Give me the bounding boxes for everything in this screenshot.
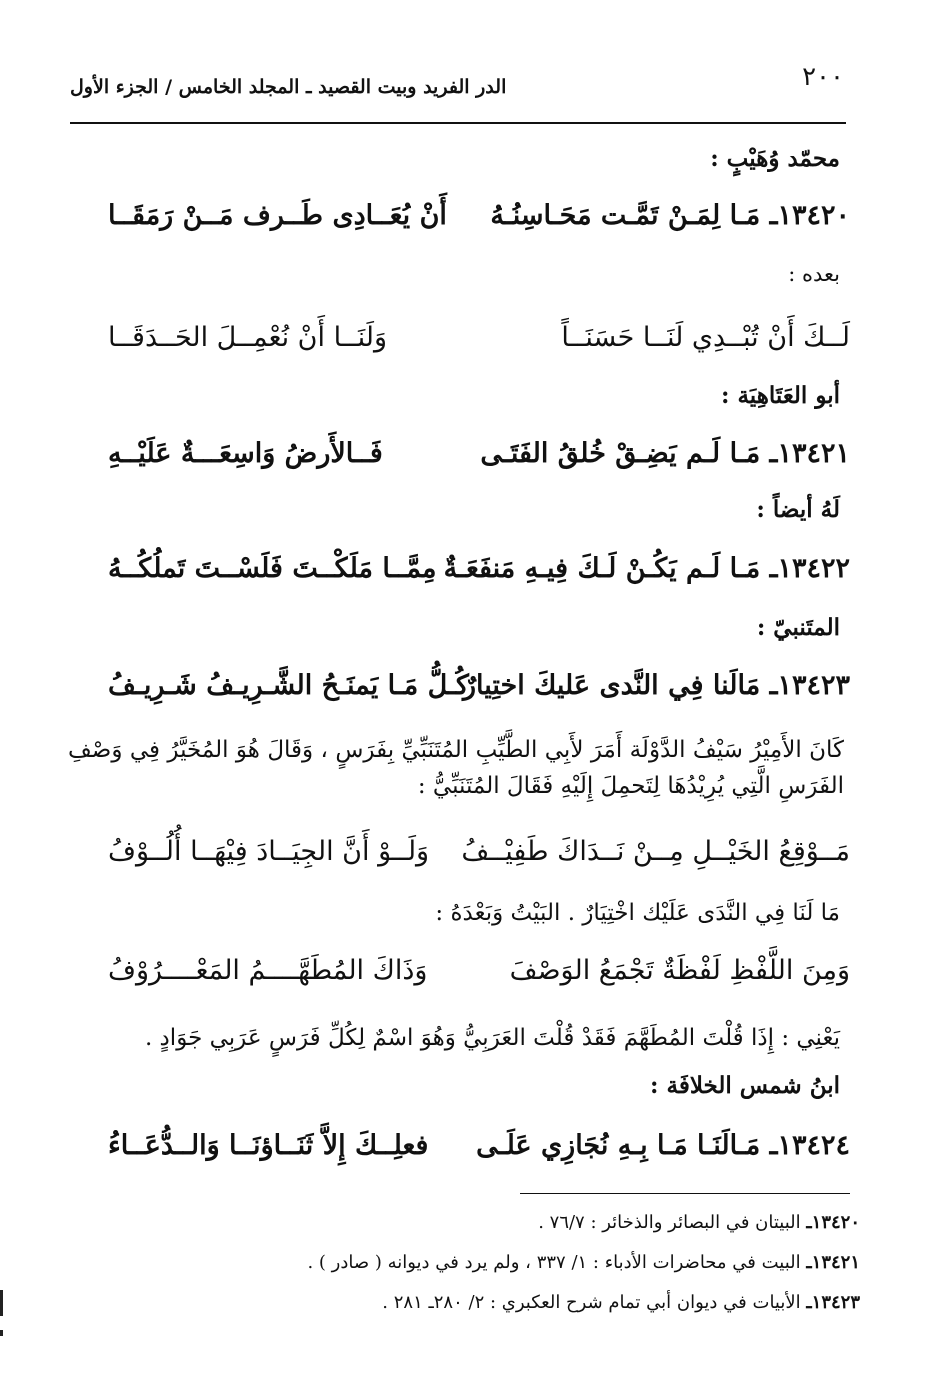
footnote-number: ١٣٤٢١ـ xyxy=(806,1252,860,1273)
footnote-2 xyxy=(307,1252,860,1273)
footnote-text: البيتان في البصائر والذخائر : ٧٦/٧ . xyxy=(538,1212,801,1233)
scan-edge-mark xyxy=(0,1290,3,1316)
header-rule xyxy=(70,122,846,124)
prose-paragraph-1 xyxy=(68,732,844,804)
poet-name-3: لَهُ أيضاً : xyxy=(756,496,840,523)
poet-name-4: المتَنبيّ : xyxy=(756,614,840,641)
verse-second-half: كُـلُّ مَـا يَمنَـحُ الشَّـرِيـفُ شَـرِيـفُ xyxy=(108,670,469,701)
prose-line-3: يَعْنِي : إِذَا قُلْتَ المُطَهَّمَ فَقَدْ قُلْتَ العَرَبِيُّ وَهُوَ اسْمٌ لِكُلِّ فَرَسٍ عَرَبِي جَوَادٍ . xyxy=(144,1025,840,1051)
page-number: ٢٠٠ xyxy=(802,62,844,92)
verse-first-half: ١٣٤٢٢ـ مَـا لَـم يَكُـنْ لَـكَ فِيـهِ مَنفَعَـةٌ xyxy=(443,553,850,584)
verse-first-half: ١٣٤٢٣ـ مَالَنا فِي النَّدى عَليكَ اختِيارٌ xyxy=(462,670,850,701)
verse-13420 xyxy=(108,200,850,240)
verse-first-half: لَــكَ أَنْ تُبْــدِي لَنَــا حَسَنَــاً xyxy=(561,322,850,353)
verse-second-half: وَلَنَــا أَنْ نُعْمِــلَ الحَــدَقَــا xyxy=(108,322,388,353)
verse-second-half: أَنْ يُعَــادِى طَــرف مَــنْ رَمَقَــا xyxy=(108,200,447,231)
quoted-verse-2 xyxy=(108,955,850,995)
verse-second-half: وَذَاكَ المُطَهَّــــمُ المَعْــــرُوْفُ xyxy=(108,955,428,986)
verse-second-half: وَلَــوْ أَنَّ الجِيَــادَ فِيْهَــا أُلُــوْفُ xyxy=(108,836,430,867)
verse-second-half: فَــالأَرضُ وَاسِعَـــةٌ عَلَيْــهِ xyxy=(108,438,383,469)
footnote-1 xyxy=(538,1212,860,1233)
footnote-number: ١٣٤٢٣ـ xyxy=(806,1292,860,1313)
footnote-number: ١٣٤٢٠ـ xyxy=(806,1212,860,1233)
footnote-text: الأبيات في ديوان أبي تمام شرح العكبري : ٢/ ٢٨٠ـ ٢٨١ . xyxy=(382,1292,801,1313)
poet-name-1: محمّد وُهَيْبٍ : xyxy=(710,145,840,172)
quoted-verse-1 xyxy=(108,836,850,876)
poet-name-2: أبو العَتَاهِيَة : xyxy=(720,382,840,409)
verse-13421 xyxy=(108,438,850,478)
verse-first-half: مَــوْقِعُ الخَيْــلِ مِــنْ نَــدَاكَ طَفِيْــفُ xyxy=(461,836,850,867)
verse-second-half: مِمَّــا مَلَكْــتَ فَلَسْــتَ تَملُكُــهُ xyxy=(108,553,437,584)
footnote-3 xyxy=(382,1292,860,1313)
verse-first-half: ١٣٤٢١ـ مَـا لَـم يَضِـقْ خُلقُ الفَتَـى xyxy=(480,438,850,469)
verse-13422 xyxy=(108,553,850,593)
after-label: بعده : xyxy=(788,262,840,286)
verse-13420-b xyxy=(108,322,850,362)
verse-13424 xyxy=(108,1130,850,1170)
verse-second-half: فعلِــكَ إِلاَّ ثَنَــاؤنَــا وَالــدُّعَــاءُ xyxy=(108,1130,429,1161)
verse-first-half: ١٣٤٢٤ـ مَـالَنَـا مَـا بِـهِ نُجَازِي عَلَـى xyxy=(476,1130,850,1161)
scan-edge-mark xyxy=(0,1330,3,1336)
verse-first-half: ١٣٤٢٠ـ مَـا لِمَـنْ تَمَّـت مَحَـاسِنُـهُ xyxy=(490,200,850,231)
footnote-text: البيت في محاضرات الأدباء : ١/ ٣٣٧ ، ولم يرد في ديوانه ( صادر ) . xyxy=(307,1252,801,1273)
verse-first-half: وَمِنَ اللَّفْظِ لَفْظَةٌ تَجْمَعُ الوَصْفَ xyxy=(509,955,850,986)
prose-text: كَانَ الأَمِيْرُ سَيْفُ الدَّوْلَة أَمَرَ لأَبِي الطَّيِّبِ المُتَنَبِّيِّ بِفَرَسٍ ، وَقَالَ هُوَ المُخَيَّرُ فِي وَصْفِ الفَرَسِ الَّتِي يُرِيْدُهَا لِتَحمِلَ إِلَيْهِ فَقَالَ المُتَنَبِّيُّ : xyxy=(68,737,844,799)
footnote-rule xyxy=(520,1193,850,1194)
running-title: الدر الفريد وبيت القصيد ـ المجلد الخامس / الجزء الأول xyxy=(70,76,507,98)
prose-line-2: مَا لَنَا فِي النَّدَى عَلَيْك اخْتِيَارٌ . البَيْتُ وَبَعْدَهُ : xyxy=(435,900,840,926)
poet-name-5: ابنُ شمس الخلافَة : xyxy=(650,1072,840,1099)
verse-13423 xyxy=(108,670,850,710)
